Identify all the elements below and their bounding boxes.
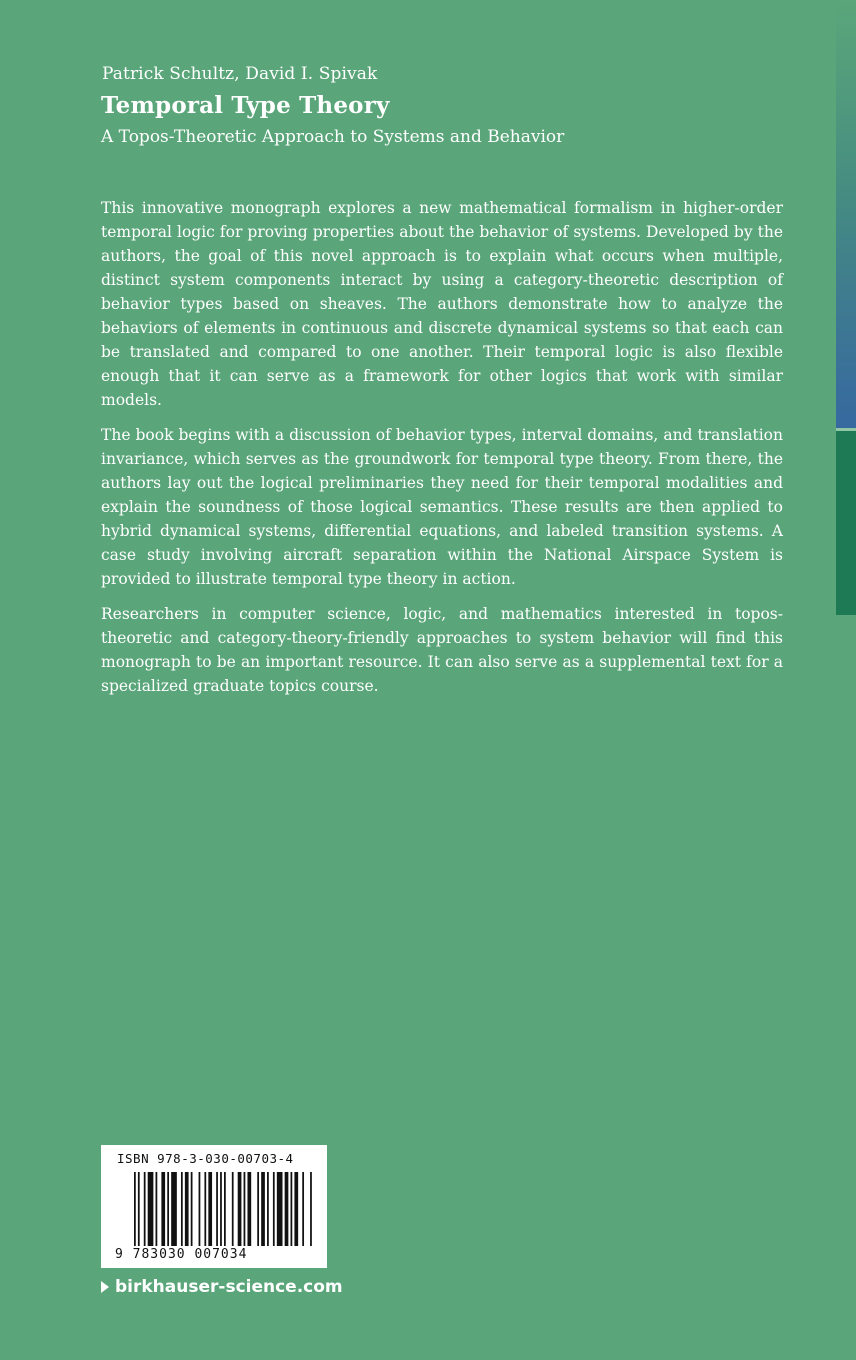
- isbn-label: ISBN 978-3-030-00703-4: [117, 1151, 294, 1166]
- barcode-bar: [216, 1172, 218, 1246]
- barcode-bar: [277, 1172, 283, 1246]
- barcode-bar: [294, 1172, 298, 1246]
- barcode-bar: [310, 1172, 312, 1246]
- barcode-bar: [257, 1172, 259, 1246]
- spine-green-band: [836, 428, 856, 615]
- barcode-bar: [138, 1172, 140, 1246]
- barcode-bar: [185, 1172, 189, 1246]
- barcode-bar: [273, 1172, 275, 1246]
- description-paragraph: Researchers in computer science, logic, and mathematics interested in topos-theoretic and category-theory-friendly approaches to system behavior will find this monograph to be an important resource. It can also serve as a supplemental text for a specialized graduate topics course.: [101, 605, 783, 695]
- barcode-bar: [285, 1172, 289, 1246]
- barcode-bar: [238, 1172, 242, 1246]
- barcode-bar: [148, 1172, 154, 1246]
- barcode-bar: [224, 1172, 226, 1246]
- description-paragraph: The book begins with a discussion of behavior types, interval domains, and translation invariance, which serves as the groundwork for temporal type theory. From there, the authors lay out the logical preliminaries they need for their temporal modalities and explain the soundness of those logical semantics. These results are then applied to hybrid dynamical systems, differential equations, and labeled transition systems. A case study involving aircraft separation within the National Airspace System is provided to illustrate temporal type theory in action.: [101, 426, 783, 588]
- barcode-bar: [161, 1172, 165, 1246]
- barcode-bar: [204, 1172, 206, 1246]
- barcode-bar: [134, 1172, 136, 1246]
- publisher-link[interactable]: [101, 1277, 343, 1297]
- book-title: Temporal Type Theory: [101, 92, 390, 119]
- barcode-bar: [291, 1172, 293, 1246]
- barcode-bar: [156, 1172, 158, 1246]
- isbn-barcode: [101, 1145, 327, 1268]
- barcode-bar: [267, 1172, 269, 1246]
- barcode-digits: 9 783030 007034: [115, 1247, 248, 1262]
- authors: Patrick Schultz, David I. Spivak: [102, 64, 378, 84]
- barcode-bar: [220, 1172, 222, 1246]
- barcode-bars: [134, 1172, 314, 1252]
- barcode-bar: [232, 1172, 234, 1246]
- publisher-url[interactable]: birkhauser-science.com: [115, 1277, 343, 1297]
- description: [101, 196, 783, 709]
- arrow-right-icon: [101, 1281, 109, 1293]
- spine-color-strip: [836, 0, 856, 612]
- barcode-bar: [144, 1172, 146, 1246]
- barcode-bar: [171, 1172, 177, 1246]
- spine-blue-band: [836, 0, 856, 428]
- barcode-bar: [247, 1172, 251, 1246]
- barcode-bar: [181, 1172, 183, 1246]
- barcode-bar: [302, 1172, 304, 1246]
- barcode-bar: [167, 1172, 169, 1246]
- barcode-bar: [244, 1172, 246, 1246]
- description-paragraph: This innovative monograph explores a new mathematical formalism in higher-order temporal logic for proving properties about the behavior of systems. Developed by the authors, the goal of this novel approach is to explain what occurs when multiple, distinct system components interact by using a category-theoretic description of behavior types based on sheaves. The authors demonstrate how to analyze the behaviors of elements in continuous and discrete dynamical systems so that each can be translated and compared to one another. Their temporal logic is also flexible enough that it can serve as a framework for other logics that work with similar models.: [101, 199, 783, 409]
- barcode-bar: [261, 1172, 265, 1246]
- barcode-bar: [208, 1172, 212, 1246]
- barcode-bar: [199, 1172, 201, 1246]
- barcode-bar: [191, 1172, 193, 1246]
- book-subtitle: A Topos-Theoretic Approach to Systems and Behavior: [101, 127, 565, 147]
